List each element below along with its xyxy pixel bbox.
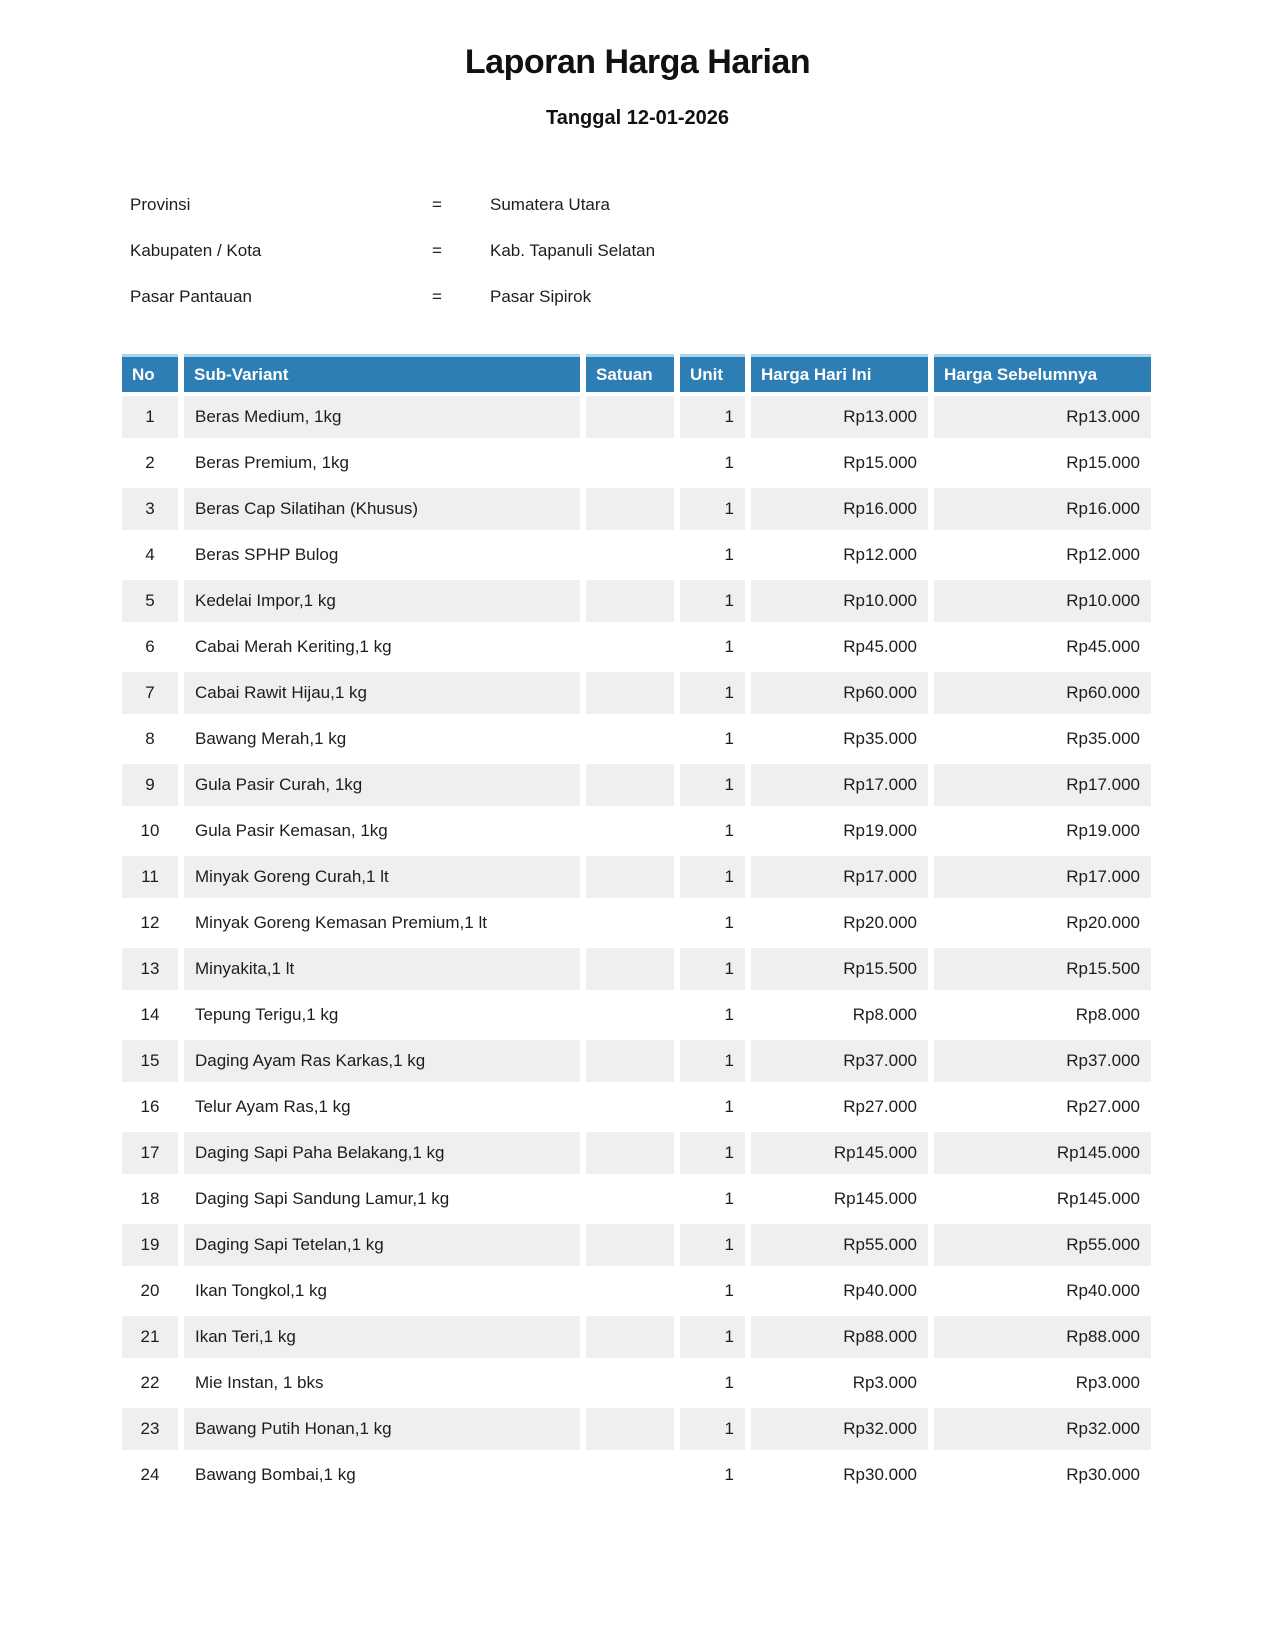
table-row [122,672,1151,714]
price-table-header [122,354,1151,392]
column-header-satuan: Satuan [586,354,674,392]
unit-cell: 1 [680,534,745,576]
no-cell: 20 [122,1270,178,1312]
no-cell: 7 [122,672,178,714]
harga-sebelumnya-cell: Rp20.000 [934,902,1151,944]
satuan-cell [586,1040,674,1082]
no-cell: 8 [122,718,178,760]
column-header-no: No [122,354,178,392]
unit-cell: 1 [680,1316,745,1358]
harga-sebelumnya-cell: Rp12.000 [934,534,1151,576]
harga-sebelumnya-cell: Rp55.000 [934,1224,1151,1266]
harga-hari-ini-cell: Rp8.000 [751,994,928,1036]
column-header-harga-hari-ini: Harga Hari Ini [751,354,928,392]
unit-cell: 1 [680,1270,745,1312]
meta-value: Kab. Tapanuli Selatan [490,241,656,261]
satuan-cell [586,994,674,1036]
harga-hari-ini-cell: Rp19.000 [751,810,928,852]
table-row [122,396,1151,438]
table-row [122,1362,1151,1404]
table-row [122,902,1151,944]
unit-cell: 1 [680,764,745,806]
sub-variant-cell: Bawang Merah,1 kg [184,718,580,760]
unit-cell: 1 [680,626,745,668]
harga-hari-ini-cell: Rp32.000 [751,1408,928,1450]
no-cell: 1 [122,396,178,438]
no-cell: 13 [122,948,178,990]
sub-variant-cell: Cabai Rawit Hijau,1 kg [184,672,580,714]
sub-variant-cell: Minyakita,1 lt [184,948,580,990]
sub-variant-cell: Beras Cap Silatihan (Khusus) [184,488,580,530]
satuan-cell [586,1408,674,1450]
table-row [122,1270,1151,1312]
harga-hari-ini-cell: Rp15.500 [751,948,928,990]
no-cell: 3 [122,488,178,530]
unit-cell: 1 [680,902,745,944]
sub-variant-cell: Tepung Terigu,1 kg [184,994,580,1036]
harga-sebelumnya-cell: Rp88.000 [934,1316,1151,1358]
satuan-cell [586,626,674,668]
satuan-cell [586,718,674,760]
harga-hari-ini-cell: Rp145.000 [751,1132,928,1174]
harga-hari-ini-cell: Rp45.000 [751,626,928,668]
sub-variant-cell: Minyak Goreng Curah,1 lt [184,856,580,898]
harga-sebelumnya-cell: Rp13.000 [934,396,1151,438]
sub-variant-cell: Bawang Putih Honan,1 kg [184,1408,580,1450]
page-title: Laporan Harga Harian [464,43,811,81]
no-cell: 23 [122,1408,178,1450]
satuan-cell [586,948,674,990]
satuan-cell [586,1086,674,1128]
satuan-cell [586,856,674,898]
harga-hari-ini-cell: Rp12.000 [751,534,928,576]
no-cell: 18 [122,1178,178,1220]
meta-label: Pasar Pantauan [130,287,252,307]
harga-sebelumnya-cell: Rp15.500 [934,948,1151,990]
table-row [122,442,1151,484]
sub-variant-cell: Daging Ayam Ras Karkas,1 kg [184,1040,580,1082]
unit-cell: 1 [680,810,745,852]
harga-sebelumnya-cell: Rp15.000 [934,442,1151,484]
harga-sebelumnya-cell: Rp19.000 [934,810,1151,852]
harga-sebelumnya-cell: Rp45.000 [934,626,1151,668]
satuan-cell [586,1132,674,1174]
unit-cell: 1 [680,1362,745,1404]
sub-variant-cell: Beras Medium, 1kg [184,396,580,438]
no-cell: 21 [122,1316,178,1358]
unit-cell: 1 [680,1178,745,1220]
table-row [122,1178,1151,1220]
harga-hari-ini-cell: Rp15.000 [751,442,928,484]
table-row [122,1086,1151,1128]
table-row [122,1408,1151,1450]
sub-variant-cell: Ikan Tongkol,1 kg [184,1270,580,1312]
no-cell: 24 [122,1454,178,1496]
harga-hari-ini-cell: Rp55.000 [751,1224,928,1266]
unit-cell: 1 [680,1086,745,1128]
harga-hari-ini-cell: Rp17.000 [751,764,928,806]
satuan-cell [586,442,674,484]
unit-cell: 1 [680,1408,745,1450]
table-row [122,1132,1151,1174]
harga-hari-ini-cell: Rp30.000 [751,1454,928,1496]
equals-sign: = [432,287,442,307]
sub-variant-cell: Gula Pasir Curah, 1kg [184,764,580,806]
table-row [122,580,1151,622]
harga-hari-ini-cell: Rp35.000 [751,718,928,760]
equals-sign: = [432,241,442,261]
no-cell: 14 [122,994,178,1036]
harga-sebelumnya-cell: Rp60.000 [934,672,1151,714]
harga-sebelumnya-cell: Rp32.000 [934,1408,1151,1450]
satuan-cell [586,580,674,622]
meta-label: Kabupaten / Kota [130,241,262,261]
meta-row-provinsi [130,182,1275,228]
no-cell: 2 [122,442,178,484]
table-row [122,1040,1151,1082]
table-row [122,534,1151,576]
report-date: Tanggal 12-01-2026 [545,107,730,130]
column-header-sub-variant: Sub-Variant [184,354,580,392]
sub-variant-cell: Daging Sapi Sandung Lamur,1 kg [184,1178,580,1220]
satuan-cell [586,672,674,714]
sub-variant-cell: Telur Ayam Ras,1 kg [184,1086,580,1128]
harga-hari-ini-cell: Rp16.000 [751,488,928,530]
unit-cell: 1 [680,718,745,760]
satuan-cell [586,1362,674,1404]
harga-sebelumnya-cell: Rp10.000 [934,580,1151,622]
unit-cell: 1 [680,1040,745,1082]
harga-hari-ini-cell: Rp60.000 [751,672,928,714]
meta-value: Pasar Sipirok [490,287,592,307]
satuan-cell [586,810,674,852]
table-row [122,856,1151,898]
harga-hari-ini-cell: Rp27.000 [751,1086,928,1128]
sub-variant-cell: Gula Pasir Kemasan, 1kg [184,810,580,852]
satuan-cell [586,1316,674,1358]
table-row [122,994,1151,1036]
meta-value: Sumatera Utara [490,195,610,215]
report-meta-block [130,182,1275,320]
satuan-cell [586,902,674,944]
unit-cell: 1 [680,1132,745,1174]
harga-sebelumnya-cell: Rp8.000 [934,994,1151,1036]
no-cell: 16 [122,1086,178,1128]
table-row [122,488,1151,530]
unit-cell: 1 [680,856,745,898]
satuan-cell [586,488,674,530]
unit-cell: 1 [680,580,745,622]
unit-cell: 1 [680,948,745,990]
harga-sebelumnya-cell: Rp17.000 [934,764,1151,806]
table-row [122,1316,1151,1358]
no-cell: 17 [122,1132,178,1174]
meta-row-kabupaten-kota [130,228,1275,274]
unit-cell: 1 [680,1224,745,1266]
harga-sebelumnya-cell: Rp40.000 [934,1270,1151,1312]
equals-sign: = [432,195,442,215]
meta-row-pasar-pantauan [130,274,1275,320]
harga-sebelumnya-cell: Rp3.000 [934,1362,1151,1404]
price-table [116,350,1157,1500]
harga-hari-ini-cell: Rp88.000 [751,1316,928,1358]
satuan-cell [586,534,674,576]
no-cell: 6 [122,626,178,668]
table-row [122,810,1151,852]
harga-hari-ini-cell: Rp40.000 [751,1270,928,1312]
satuan-cell [586,1178,674,1220]
unit-cell: 1 [680,488,745,530]
no-cell: 11 [122,856,178,898]
table-row [122,948,1151,990]
satuan-cell [586,1224,674,1266]
harga-sebelumnya-cell: Rp30.000 [934,1454,1151,1496]
harga-sebelumnya-cell: Rp35.000 [934,718,1151,760]
sub-variant-cell: Daging Sapi Paha Belakang,1 kg [184,1132,580,1174]
price-table-body [122,396,1151,1496]
harga-hari-ini-cell: Rp17.000 [751,856,928,898]
harga-hari-ini-cell: Rp37.000 [751,1040,928,1082]
harga-sebelumnya-cell: Rp27.000 [934,1086,1151,1128]
harga-sebelumnya-cell: Rp145.000 [934,1178,1151,1220]
table-row [122,626,1151,668]
satuan-cell [586,1270,674,1312]
table-row [122,1454,1151,1496]
no-cell: 22 [122,1362,178,1404]
no-cell: 12 [122,902,178,944]
unit-cell: 1 [680,396,745,438]
sub-variant-cell: Mie Instan, 1 bks [184,1362,580,1404]
harga-hari-ini-cell: Rp145.000 [751,1178,928,1220]
unit-cell: 1 [680,672,745,714]
sub-variant-cell: Ikan Teri,1 kg [184,1316,580,1358]
column-header-unit: Unit [680,354,745,392]
column-header-harga-sebelumnya: Harga Sebelumnya [934,354,1151,392]
unit-cell: 1 [680,442,745,484]
meta-label: Provinsi [130,195,191,215]
unit-cell: 1 [680,1454,745,1496]
harga-sebelumnya-cell: Rp17.000 [934,856,1151,898]
table-row [122,718,1151,760]
no-cell: 9 [122,764,178,806]
sub-variant-cell: Minyak Goreng Kemasan Premium,1 lt [184,902,580,944]
no-cell: 4 [122,534,178,576]
satuan-cell [586,764,674,806]
sub-variant-cell: Beras Premium, 1kg [184,442,580,484]
harga-hari-ini-cell: Rp10.000 [751,580,928,622]
table-row [122,764,1151,806]
sub-variant-cell: Beras SPHP Bulog [184,534,580,576]
harga-hari-ini-cell: Rp13.000 [751,396,928,438]
no-cell: 15 [122,1040,178,1082]
harga-hari-ini-cell: Rp3.000 [751,1362,928,1404]
no-cell: 5 [122,580,178,622]
no-cell: 10 [122,810,178,852]
sub-variant-cell: Cabai Merah Keriting,1 kg [184,626,580,668]
sub-variant-cell: Daging Sapi Tetelan,1 kg [184,1224,580,1266]
harga-sebelumnya-cell: Rp37.000 [934,1040,1151,1082]
header-row [122,354,1151,392]
no-cell: 19 [122,1224,178,1266]
harga-sebelumnya-cell: Rp16.000 [934,488,1151,530]
harga-hari-ini-cell: Rp20.000 [751,902,928,944]
satuan-cell [586,1454,674,1496]
unit-cell: 1 [680,994,745,1036]
table-row [122,1224,1151,1266]
sub-variant-cell: Kedelai Impor,1 kg [184,580,580,622]
harga-sebelumnya-cell: Rp145.000 [934,1132,1151,1174]
sub-variant-cell: Bawang Bombai,1 kg [184,1454,580,1496]
satuan-cell [586,396,674,438]
